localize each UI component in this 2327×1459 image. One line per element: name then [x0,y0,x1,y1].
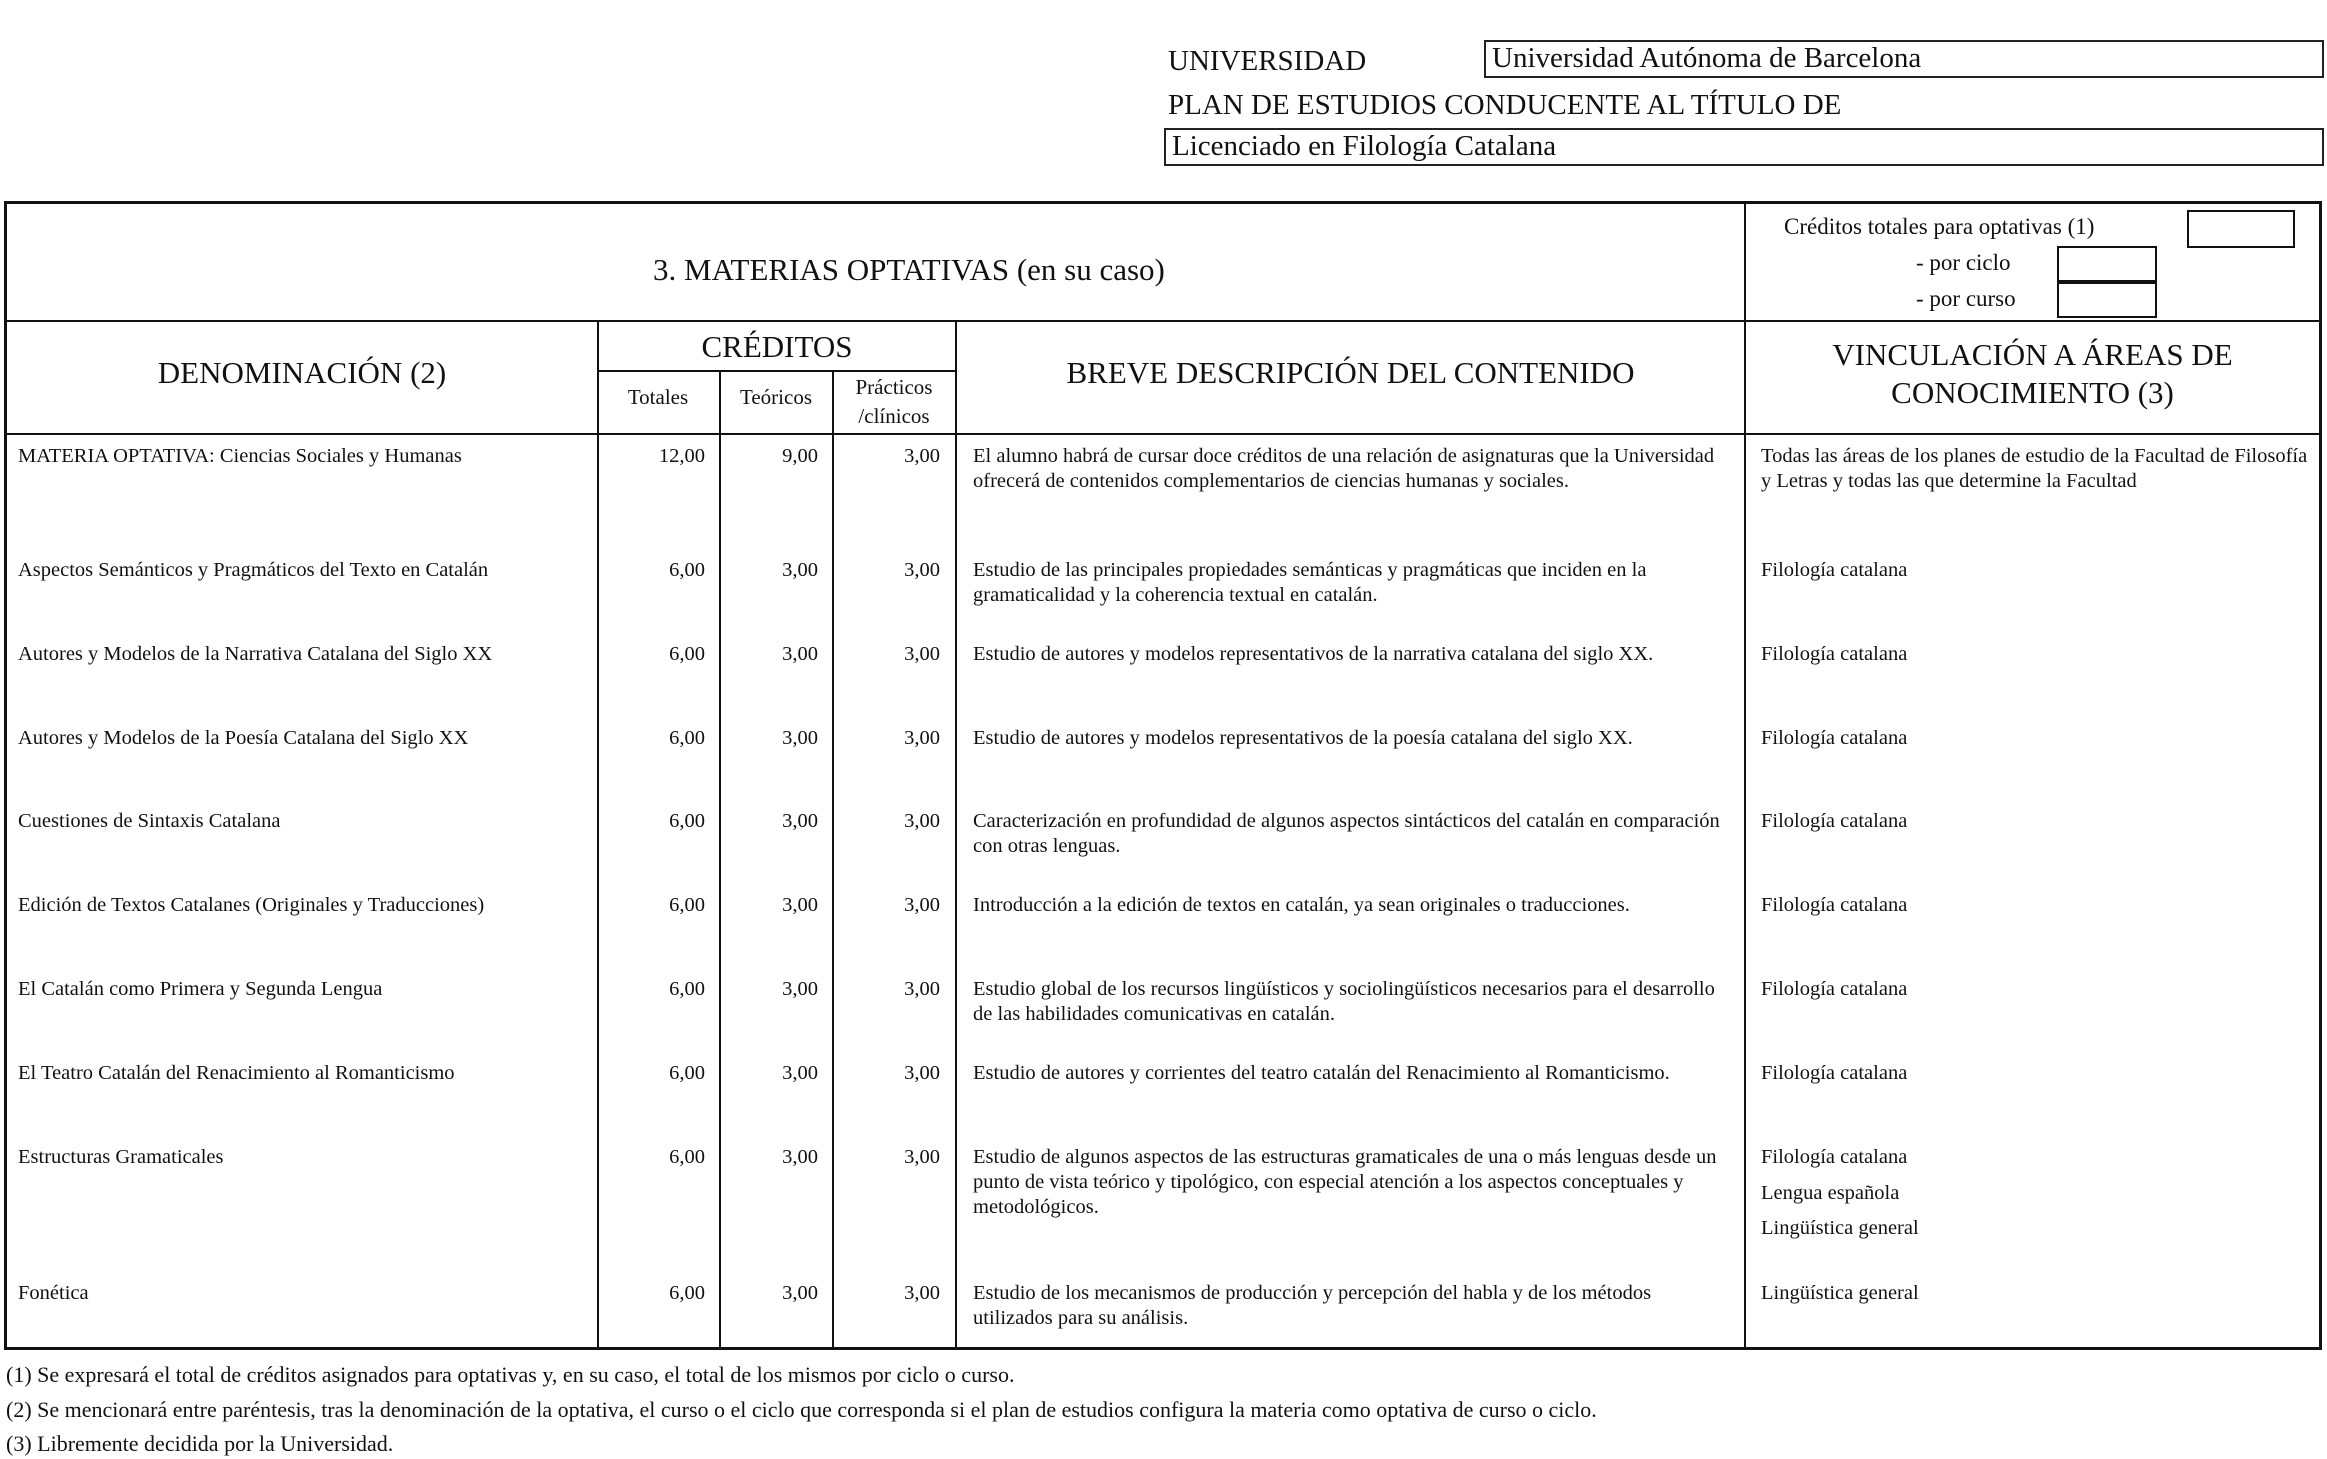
table-row-9-teoricos: 3,00 [782,1282,818,1304]
table-row-7-area-0: Filología catalana [1761,1062,1908,1084]
table-row-8-area-2: Lingüística general [1761,1217,1919,1239]
table-row-2-teoricos: 3,00 [782,643,818,665]
table-row-0-description: El alumno habrá de cursar doce créditos de una relación de asignaturas que la Universidad ofrecerá de contenidos complementarios de ciencias humanas y sociales. [973,445,1715,492]
table-row-7-totales: 6,00 [669,1062,705,1084]
col-header-teoricos: Teóricos [739,385,812,409]
title-divider [1744,204,1746,322]
table-row-0-teoricos: 9,00 [782,445,818,467]
table-row-4-totales: 6,00 [669,810,705,832]
table-row-6-description: Estudio global de los recursos lingüísticos y sociolingüísticos necesarios para el desarrollo de las habilidades comunicativas en catalán. [973,978,1715,1025]
table-row-6-totales: 6,00 [669,978,705,1000]
col-divider-1 [597,322,599,1350]
col-header-vinculacion-1: VINCULACIÓN A ÁREAS DE [1832,337,2233,372]
table-row-7-description: Estudio de autores y corrientes del teatro catalán del Renacimiento al Romanticismo. [973,1062,1670,1084]
table-row-6-teoricos: 3,00 [782,978,818,1000]
plan-label: PLAN DE ESTUDIOS CONDUCENTE AL TÍTULO DE [1168,89,1842,121]
footnote-2: (2) Se mencionará entre paréntesis, tras la denominación de la optativa, el curso o el ciclo que corresponda si el plan de estudios configura la materia como optativa de curso o ciclo. [6,1397,1597,1422]
table-row-5-teoricos: 3,00 [782,894,818,916]
table-row-9-totales: 6,00 [669,1282,705,1304]
table-row-1-practicos: 3,00 [904,559,940,581]
table-row-8-teoricos: 3,00 [782,1146,818,1168]
table-row-7-teoricos: 3,00 [782,1062,818,1084]
footnote-1: (1) Se expresará el total de créditos asignados para optativas y, en su caso, el total de los mismos por ciclo o curso. [6,1362,1015,1387]
table-row-5-area-0: Filología catalana [1761,894,1908,916]
table-row-1-description: Estudio de las principales propiedades semánticas y pragmáticas que inciden en la gramaticalidad y la coherencia textual en catalán. [973,559,1647,606]
section-title: 3. MATERIAS OPTATIVAS (en su caso) [653,252,1165,287]
table-row-1-totales: 6,00 [669,559,705,581]
table-row-3-description: Estudio de autores y modelos representativos de la poesía catalana del siglo XX. [973,727,1633,749]
university-field: Universidad Autónoma de Barcelona [1484,40,2324,78]
table-row-0-area-0: Todas las áreas de los planes de estudio de la Facultad de Filosofía y Letras y todas las que determine la Facultad [1761,445,2308,492]
col-header-totales: Totales [627,385,689,409]
col-divider-4 [955,322,957,1350]
table-row-0-totales: 12,00 [658,445,705,467]
col-header-creditos: CRÉDITOS [701,329,853,364]
optativas-credits-label: Créditos totales para optativas (1) [1784,214,2095,239]
table-row-4-teoricos: 3,00 [782,810,818,832]
col-header-clinicos: /clínicos [858,404,930,428]
footnote-3: (3) Libremente decidida por la Universidad. [6,1431,394,1456]
header-row-bottom-line [7,433,2319,435]
table-row-9-practicos: 3,00 [904,1282,940,1304]
table-row-3-practicos: 3,00 [904,727,940,749]
table-row-2-description: Estudio de autores y modelos representativos de la narrativa catalana del siglo XX. [973,643,1654,665]
table-row-3-totales: 6,00 [669,727,705,749]
col-divider-3 [832,370,834,1350]
table-row-8-description: Estudio de algunos aspectos de las estructuras gramaticales de una o más lenguas desde un punto de vista teórico y tipológico, con especial atención a los aspectos conceptuales y metodológicos. [973,1146,1717,1218]
table-row-1-area-0: Filología catalana [1761,559,1908,581]
title-row-bottom-line [7,320,2319,322]
table-row-0-practicos: 3,00 [904,445,940,467]
per-cycle-label: - por ciclo [1916,250,2011,275]
table-row-5-totales: 6,00 [669,894,705,916]
optional-subjects-table [4,201,2322,1350]
table-row-6-area-0: Filología catalana [1761,978,1908,1000]
col-divider-5 [1744,322,1746,1350]
table-row-8-totales: 6,00 [669,1146,705,1168]
table-row-0-name: MATERIA OPTATIVA: Ciencias Sociales y Humanas [18,445,462,467]
table-row-8-name: Estructuras Gramaticales [18,1146,224,1168]
table-row-3-area-0: Filología catalana [1761,727,1908,749]
table-row-8-practicos: 3,00 [904,1146,940,1168]
university-label: UNIVERSIDAD [1168,45,1367,77]
table-row-9-description: Estudio de los mecanismos de producción y percepción del habla y de los métodos utilizados para su análisis. [973,1282,1652,1329]
table-row-1-name: Aspectos Semánticos y Pragmáticos del Texto en Catalán [18,559,489,581]
table-row-8-area-0: Filología catalana [1761,1146,1908,1168]
table-row-4-description: Caracterización en profundidad de algunos aspectos sintácticos del catalán en comparación con otras lenguas. [973,810,1720,857]
table-row-5-name: Edición de Textos Catalanes (Originales y Traducciones) [18,894,485,916]
col-header-vinculacion-2: CONOCIMIENTO (3) [1891,375,2174,410]
table-row-9-area-0: Lingüística general [1761,1282,1919,1304]
table-row-2-totales: 6,00 [669,643,705,665]
table-row-5-practicos: 3,00 [904,894,940,916]
per-course-label: - por curso [1916,286,2016,311]
table-row-6-practicos: 3,00 [904,978,940,1000]
table-row-4-area-0: Filología catalana [1761,810,1908,832]
table-row-1-teoricos: 3,00 [782,559,818,581]
table-row-2-name: Autores y Modelos de la Narrativa Catalana del Siglo XX [18,643,493,665]
table-row-3-teoricos: 3,00 [782,727,818,749]
col-header-practicos: Prácticos [855,375,933,399]
table-row-9-name: Fonética [18,1282,89,1304]
table-row-3-name: Autores y Modelos de la Poesía Catalana del Siglo XX [18,727,469,749]
table-row-7-practicos: 3,00 [904,1062,940,1084]
col-divider-2 [719,370,721,1350]
table-row-7-name: El Teatro Catalán del Renacimiento al Romanticismo [18,1062,455,1084]
per-course-box [2057,282,2157,318]
col-header-descripcion: BREVE DESCRIPCIÓN DEL CONTENIDO [1066,355,1635,390]
table-row-6-name: El Catalán como Primera y Segunda Lengua [18,978,383,1000]
optativas-credits-box [2187,210,2295,248]
table-row-2-practicos: 3,00 [904,643,940,665]
degree-field: Licenciado en Filología Catalana [1164,128,2324,166]
table-row-8-area-1: Lengua española [1761,1182,1900,1204]
table-row-4-name: Cuestiones de Sintaxis Catalana [18,810,281,832]
table-row-2-area-0: Filología catalana [1761,643,1908,665]
table-row-5-description: Introducción a la edición de textos en catalán, ya sean originales o traducciones. [973,894,1630,916]
col-header-denominacion: DENOMINACIÓN (2) [157,355,447,390]
per-cycle-box [2057,246,2157,282]
table-row-4-practicos: 3,00 [904,810,940,832]
